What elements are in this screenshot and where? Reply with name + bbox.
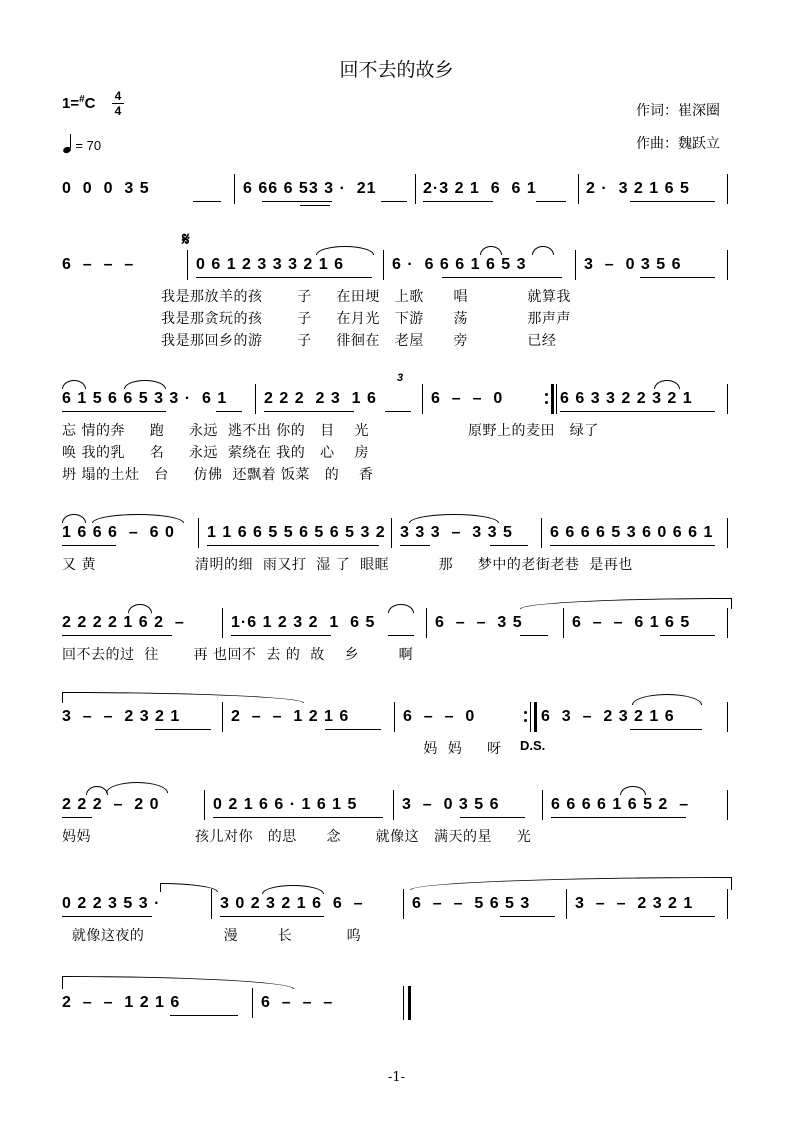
lyric-line: 妈妈 孩儿对你 的思 念 就像这 满天的星 光 [62, 829, 532, 845]
measure: 0 0 0 3 5 [62, 180, 150, 197]
measure: 3 – 0 3 5 6 [584, 256, 682, 273]
measure: 6 – – – [62, 256, 135, 273]
lyric-line: 我是那回乡的游 子 徘徊在 老屋 旁 已经 [62, 333, 557, 349]
measure: 6 – – 0 [431, 390, 504, 407]
lyric-line: 就像这夜的 漫 长 呜 [62, 928, 362, 944]
measure: 6 6 3 3 2 2 3 2 1 [560, 390, 693, 407]
measure: 1·6 1 2 3 2 1 6 5 [231, 614, 376, 631]
measure: 6 – – 0 [403, 708, 476, 725]
measure: 3 – – 2 3 2 1 [62, 708, 181, 725]
ds-mark: D.S. [520, 738, 546, 753]
lyricist: 作词：崔深圈 [636, 103, 720, 119]
lyric-line: 又 黄 清明的细 雨又打 湿 了 眼眶 那 梦中的老街老巷 是再也 [62, 557, 633, 573]
page-number: -1- [387, 1070, 406, 1085]
time-bottom: 4 [114, 104, 122, 118]
measure: 2 – – 1 2 1 6 [231, 708, 350, 725]
measure: 0 6 1 2 3 3 3 2 1 6 [196, 256, 344, 273]
lyric-line: 我是那贪玩的孩 子 在月光 下游 荡 那声声 [62, 311, 571, 327]
measure: 1 6 6 6 – 6 0 [62, 524, 175, 541]
measure: 6 – – 5 6 5 3 [412, 895, 531, 912]
tempo-marking [63, 134, 101, 153]
lyric-line: 我是那放羊的孩 子 在田埂 上歌 唱 就算我 [62, 289, 571, 305]
measure: 6 6 6 6 5 3 6 0 6 6 1 [550, 524, 714, 541]
lyric-line: 妈 妈 呀 [62, 741, 502, 757]
measure: 6 – – 6 1 6 5 [572, 614, 691, 631]
lyric-line: 坍 塌的土灶 台 仿佛 还飘着 饭菜 的 香 [62, 467, 374, 483]
measure: 2 2 2 – 2 0 [62, 796, 160, 813]
key-signature [62, 94, 96, 112]
measure: 3 – – 2 3 2 1 [575, 895, 694, 912]
measure: 2 – – 1 2 1 6 [62, 994, 181, 1011]
measure: 2 2 2 2 1 6 2 – [62, 614, 185, 631]
lyric-line: 回不去的过 往 再 也回不 去 的 故 乡 啊 [62, 647, 414, 663]
segno-icon: 𝄋 [182, 229, 190, 249]
measure: 6 – – – [261, 994, 334, 1011]
key-note: C [84, 95, 96, 112]
measure: 6 1 5 6 6 5 3 3 · 6 1 [62, 390, 228, 407]
triplet-mark: 3 [397, 372, 404, 384]
lyric-line: 唤 我的乳 名 永远 萦绕在 我的 心 房 [62, 445, 369, 461]
tempo-value: = 70 [75, 138, 102, 153]
key-prefix: 1= [62, 95, 80, 112]
measure: 2·3 2 1 6 6 1 [423, 180, 537, 197]
composer: 作曲：魏跃立 [636, 136, 720, 152]
measure: 2 2 2 2 3 1 6 [264, 390, 377, 407]
song-title: 回不去的故乡 [339, 59, 454, 81]
measure: 0 2 1 6 6 · 1 6 1 5 [213, 796, 358, 813]
measure: 2 · 3 2 1 6 5 [586, 180, 690, 197]
measure: 6 3 – 2 3 2 1 6 [541, 708, 675, 725]
time-top: 4 [114, 89, 122, 103]
measure: 6 66 6 53 3 · 21 [243, 180, 377, 197]
lyric-line: 忘 情的奔 跑 永远 逃不出 你的 目 光 原野上的麦田 绿了 [62, 423, 599, 439]
measure: 3 0 2 3 2 1 6 6 – [220, 895, 364, 912]
measure: 6 – – 3 5 [435, 614, 523, 631]
measure: 0 2 2 3 5 3 · [62, 895, 161, 912]
measure: 1 1 6 6 5 5 6 5 6 5 3 2 [207, 524, 386, 541]
measure: 6 · 6 6 6 1 6 5 3 [392, 256, 527, 273]
quarter-note-icon [62, 146, 72, 154]
measure: 6 6 6 6 1 6 5 2 – [551, 796, 690, 813]
key-accidental: # [79, 94, 85, 105]
measure: 3 3 3 – 3 3 5 [400, 524, 513, 541]
measure: 3 – 0 3 5 6 [402, 796, 500, 813]
time-signature [111, 89, 125, 118]
